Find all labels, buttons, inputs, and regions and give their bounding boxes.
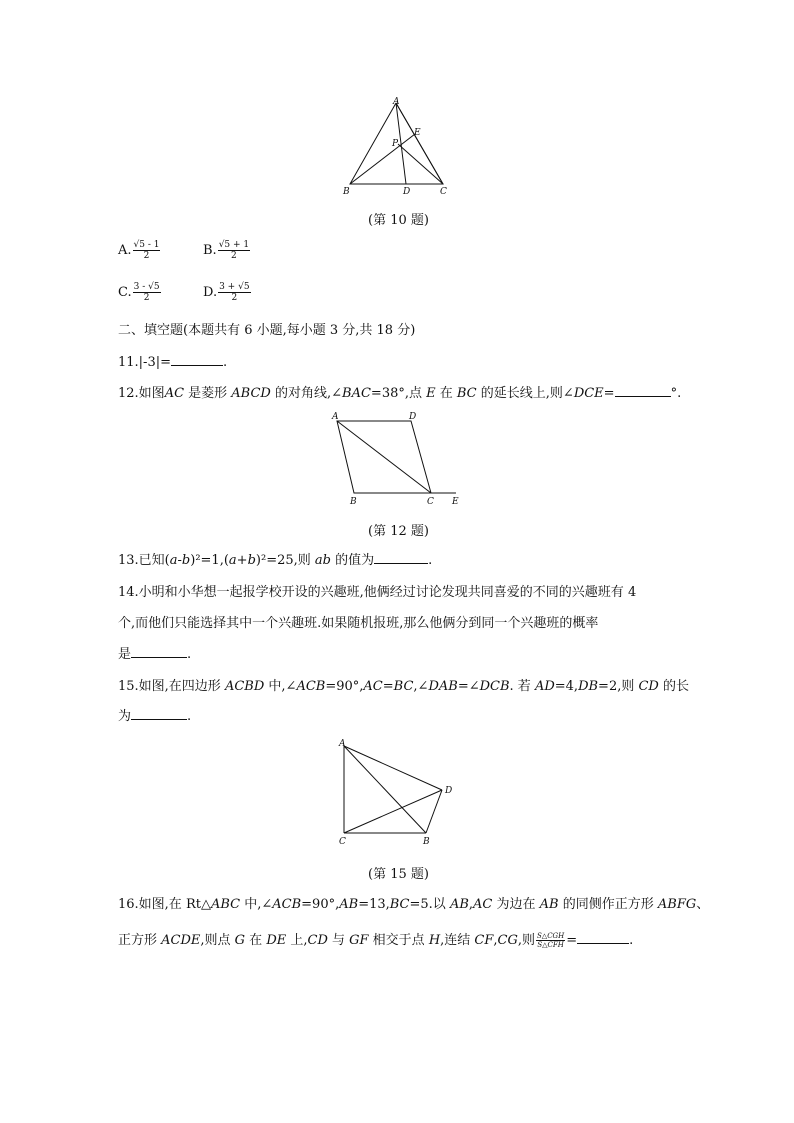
- fig10-label-b: B: [343, 187, 350, 197]
- answer-blank: [131, 657, 187, 658]
- question-14-line2: 个,而他们只能选择其中一个兴趣班.如果随机报班,那么他俩分到同一个兴趣班的概率: [118, 616, 599, 631]
- fig12-label-c: C: [427, 497, 434, 507]
- question-11: 11.|-3|= .: [118, 355, 228, 370]
- fig10-label-e: E: [414, 128, 421, 138]
- q10-option-a: A. $\frac{√5 - 1}{2}$: [118, 240, 160, 261]
- answer-blank: [577, 943, 629, 944]
- q10-option-d: D. $\frac{3 + √5}{2}$: [203, 282, 250, 303]
- question-16-line1: 16.如图,在 Rt△ABC 中,∠ACB=90°,AB=13,BC=5.以 AB,AC 为边在 AB 的同侧作正方形 ABFG、: [118, 897, 710, 912]
- fig10-label-p: P: [392, 139, 399, 149]
- question-14-line3: 是 .: [118, 647, 192, 662]
- question-16-line2: 正方形 ACDE,则点 G 在 DE 上,CD 与 GF 相交于点 H,连结 CF,CG,则 $\frac{\text{S△CGH}}{\text{S△CFH}}$ = .: [118, 932, 634, 949]
- fig15-segment-ad: [344, 746, 442, 790]
- figure-12: [326, 408, 466, 508]
- fig10-label-d: D: [403, 187, 411, 197]
- question-14-line1: 14.小明和小华想一起报学校开设的兴趣班,他俩经过讨论发现共同喜爱的不同的兴趣班有 4: [118, 585, 637, 600]
- fig15-caption: (第 15 题): [368, 867, 429, 882]
- section2-title: 二、填空题(本题共有 6 小题,每小题 3 分,共 18 分): [118, 323, 416, 338]
- question-15-line2: 为 .: [118, 709, 192, 724]
- fig15-label-c: C: [339, 837, 346, 847]
- fig12-label-d: D: [409, 412, 417, 422]
- fig15-label-b: B: [423, 837, 430, 847]
- fig10-label-c: C: [440, 187, 447, 197]
- fig15-label-d: D: [445, 786, 453, 796]
- fig10-segment-pc: [398, 144, 443, 184]
- figure-10: [340, 96, 455, 198]
- fig15-diagonal-ab: [344, 746, 426, 833]
- answer-blank: [615, 396, 671, 397]
- q10-option-b: B. $\frac{√5 + 1}{2}$: [203, 240, 250, 261]
- q16-area-ratio: $\frac{\text{S△CGH}}{\text{S△CFH}}$: [537, 932, 565, 949]
- question-15-line1: 15.如图,在四边形 ACBD 中,∠ACB=90°,AC=BC,∠DAB=∠DCB. 若 AD=4,DB=2,则 CD 的长: [118, 679, 689, 694]
- fig10-label-a: A: [393, 97, 400, 107]
- question-12: 12.如图AC 是菱形 ABCD 的对角线,∠BAC=38°,点 E 在 BC 的延长线上,则∠DCE= °.: [118, 386, 682, 401]
- q10-option-c: C. $\frac{3 - √5}{2}$: [118, 282, 160, 303]
- fig15-diagonal-cd: [344, 790, 442, 833]
- fig12-caption: (第 12 题): [368, 524, 429, 539]
- fig12-label-a: A: [332, 412, 339, 422]
- answer-blank: [171, 365, 223, 366]
- answer-blank: [131, 719, 187, 720]
- fig15-label-a: A: [339, 739, 346, 749]
- fig10-caption: (第 10 题): [368, 213, 429, 228]
- fig12-label-e: E: [452, 497, 459, 507]
- question-13: 13.已知(a-b)²=1,(a+b)²=25,则 ab 的值为 .: [118, 553, 433, 568]
- fig12-label-b: B: [350, 497, 357, 507]
- answer-blank: [374, 563, 428, 564]
- figure-15: [334, 736, 459, 848]
